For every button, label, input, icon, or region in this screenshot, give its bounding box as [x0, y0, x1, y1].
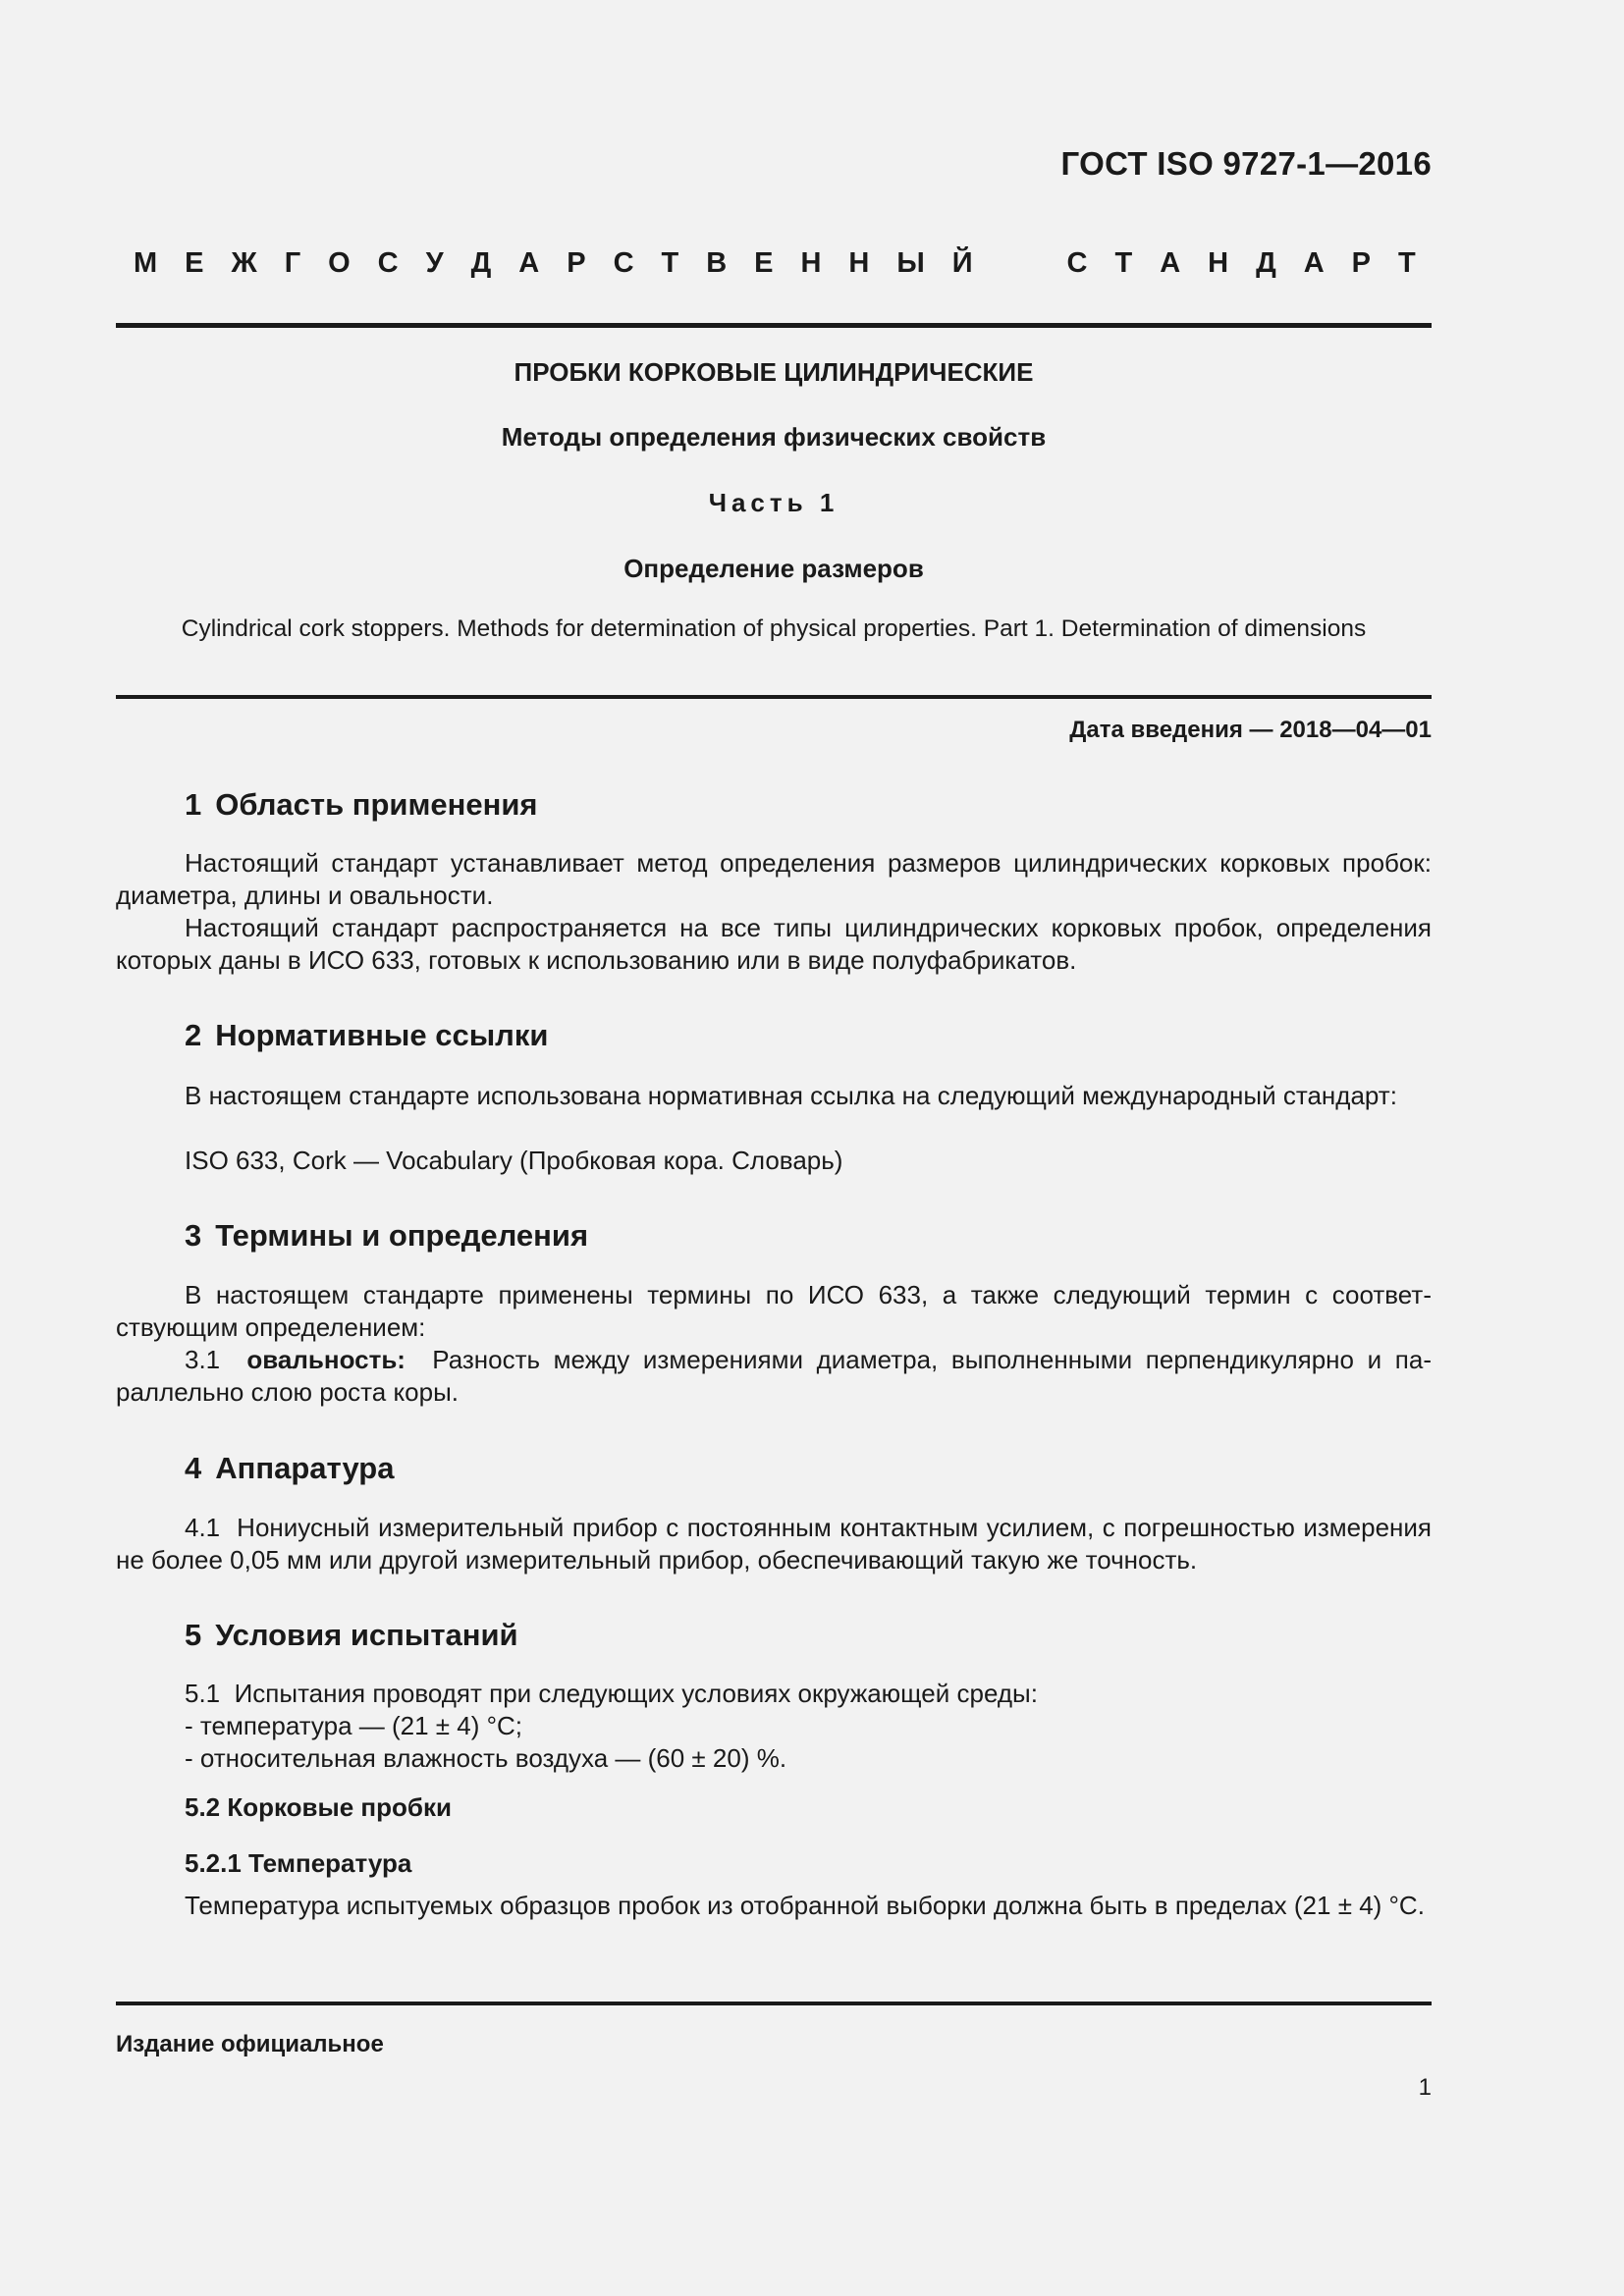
section-title: Нормативные ссылки [215, 1018, 549, 1052]
title-rule [116, 695, 1432, 699]
item-text: Нониусный измерительный прибор с постоянным контактным усилием, с погрешностью измерения не более 0,05 мм или другой измерительный прибор, обеспечивающий такую же точность. [116, 1513, 1432, 1575]
banner-letter: С [1066, 247, 1088, 279]
condition-temperature: - температура — (21 ± 4) °С; [185, 1711, 523, 1740]
banner-letter: Н [848, 247, 870, 279]
condition-humidity: - относительная влажность воздуха — (60 ± 20) %. [185, 1743, 787, 1773]
section-number: 4 [185, 1451, 202, 1485]
section-2-paragraph-1: В настоящем стандарте использована нормативная ссылка на следующий международный стандарт: [185, 1081, 1397, 1110]
document-subtitle: Методы определения физических свойств [501, 422, 1047, 452]
section-number: 2 [185, 1018, 202, 1052]
banner-letter: Е [754, 247, 774, 279]
document-page [116, 0, 1432, 2296]
footer-rule [116, 2002, 1432, 2005]
introduction-date: Дата введения — 2018—04—01 [1069, 717, 1432, 743]
section-3-heading [185, 1218, 588, 1254]
document-code: ГОСТ ISO 9727-1—2016 [1060, 145, 1432, 182]
item-number: 5.1 [185, 1679, 221, 1708]
banner-letter: Д [470, 247, 492, 279]
section-title: Термины и определения [215, 1218, 589, 1253]
banner-letter: А [1303, 247, 1325, 279]
document-part: Часть 1 [708, 488, 839, 517]
banner-word-gap [1001, 247, 1040, 280]
apparatus-item [116, 1512, 1432, 1576]
banner-letter: Т [1397, 247, 1416, 279]
banner-letter: С [613, 247, 634, 279]
document-title: ПРОБКИ КОРКОВЫЕ ЦИЛИНДРИЧЕСКИЕ [514, 357, 1034, 387]
standard-type-banner [134, 247, 1416, 280]
banner-letter: Д [1256, 247, 1276, 279]
section-1-heading [185, 787, 538, 823]
page-number: 1 [1418, 2074, 1432, 2101]
banner-letter: Р [1351, 247, 1371, 279]
banner-letter: Ы [896, 247, 925, 279]
item-number: 4.1 [185, 1513, 221, 1542]
banner-letter: Е [185, 247, 204, 279]
header-rule [116, 323, 1432, 328]
subsection-5-2-heading: 5.2 Корковые пробки [185, 1792, 452, 1822]
term-name: овальность: [246, 1345, 406, 1374]
banner-letter: А [1160, 247, 1181, 279]
section-number: 1 [185, 787, 202, 822]
term-definition [116, 1344, 1432, 1409]
banner-letter: О [328, 247, 351, 279]
subsection-5-2-1-text: Температура испытуемых образцов пробок из отобранной выборки должна быть в пределах (21 ± 4) °С. [185, 1891, 1425, 1920]
banner-letter: М [134, 247, 158, 279]
section-1-paragraph-1: Настоящий стандарт устанавливает метод определения размеров цилиндрических корковых пробок: диаметра, длины и овальности. [116, 848, 1432, 910]
item-text: Испытания проводят при следующих условиях окружающей среды: [234, 1679, 1038, 1708]
subsection-5-2-1-heading: 5.2.1 Температура [185, 1848, 412, 1878]
section-1-paragraph-2: Настоящий стандарт распространяется на все типы цилиндрических корковых пробок, определения которых даны в ИСО 633, готовых к использованию или в виде полуфабрикатов. [116, 913, 1432, 975]
official-edition-note: Издание официальное [116, 2031, 384, 2057]
term-number: 3.1 [185, 1345, 221, 1374]
section-number: 5 [185, 1618, 202, 1652]
section-5-heading [185, 1618, 518, 1653]
section-3-paragraph-1: В настоящем стандарте применены термины по ИСО 633, а также следующий термин с соответствующим определением: [116, 1280, 1432, 1342]
banner-letter: Т [661, 247, 679, 279]
part-title: Определение размеров [623, 554, 924, 583]
banner-letter: Н [800, 247, 822, 279]
normative-reference: ISO 633, Cork — Vocabulary (Пробковая кора. Словарь) [185, 1146, 843, 1175]
section-number: 3 [185, 1218, 202, 1253]
banner-letter: Н [1208, 247, 1229, 279]
banner-letter: Г [284, 247, 301, 279]
english-title: Cylindrical cork stoppers. Methods for determination of physical properties. Part 1. Determination of dimensions [181, 615, 1367, 642]
section-4-heading [185, 1451, 394, 1486]
conditions-item [185, 1678, 1038, 1710]
term-text: Разность между измерениями диаметра, выполненными перпендикулярно и параллельно слою роста коры. [116, 1345, 1432, 1407]
banner-letter: В [706, 247, 728, 279]
banner-letter: А [518, 247, 540, 279]
section-title: Условия испытаний [215, 1618, 518, 1652]
section-2-heading [185, 1018, 548, 1053]
banner-letter: Ж [231, 247, 257, 279]
banner-letter: Т [1114, 247, 1133, 279]
section-title: Область применения [215, 787, 538, 822]
banner-letter: С [377, 247, 399, 279]
banner-letter: Й [951, 247, 973, 279]
banner-letter: Р [567, 247, 586, 279]
banner-letter: У [425, 247, 444, 279]
section-title: Аппаратура [215, 1451, 395, 1485]
